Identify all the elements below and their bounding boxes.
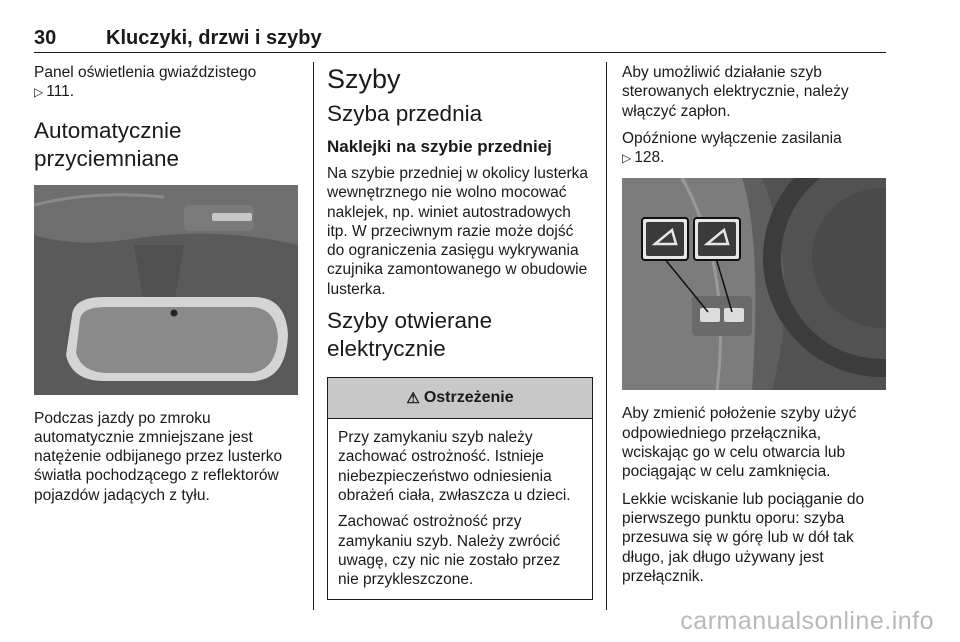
window-switch-illustration — [622, 178, 886, 390]
light-press-paragraph: Lekkie wciskanie lub pociąganie do pierwszego punktu oporu: szyba przesuwa się w górę lub w dół tak długo, jak długo używany jest przełącznik. — [622, 490, 865, 585]
stickers-paragraph: Na szybie przedniej w okolicy lusterka wewnętrznego nie wolno mocować naklejek, np. winiet autostradowych itp. W przeciwnym razie może dojść do ograniczenia zasięgu wykrywania czujnika zamontowanego w obudowie lusterka. — [327, 165, 589, 298]
auto-dimming-body: Podczas jazdy po zmroku automatycznie zmniejszane jest natężenie odbijanego przez lusterko światła pochodzącego z reflektorów pojazdów jadących z tyłu. — [34, 409, 283, 504]
reference-arrow-icon: ▷ — [34, 85, 44, 100]
column-middle — [327, 63, 593, 600]
column-divider-2 — [606, 62, 607, 610]
section-title-windows: Szyby — [327, 64, 401, 94]
warning-box — [327, 377, 593, 600]
header-divider — [34, 52, 886, 53]
page-header — [34, 27, 886, 53]
rearview-mirror-illustration — [34, 185, 298, 395]
window-switch-figure — [622, 178, 886, 390]
warning-title: Ostrzeżenie — [423, 389, 514, 407]
power-off-reference — [622, 129, 888, 169]
watermark: carmanualsonline.info — [680, 607, 934, 635]
warning-triangle-icon: ⚠ — [406, 390, 420, 408]
column-divider-1 — [313, 62, 314, 610]
section-title-auto-dimming: Automatycznie przyciemniane — [34, 117, 182, 171]
star-ceiling-reference — [34, 63, 296, 103]
reference-text: Panel oświetlenia gwiaździstego — [34, 64, 257, 81]
mirror-figure — [34, 185, 298, 395]
warning-body — [328, 419, 592, 599]
reference-page: 111. — [46, 83, 75, 101]
reference-page: 128. — [634, 149, 665, 167]
switch-paragraph: Aby zmienić położenie szyby użyć odpowiedniego przełącznika, wciskając go w celu otwarcia lub pociągając w celu zamknięcia. — [622, 405, 857, 481]
subsection-power-windows: Szyby otwierane elektrycznie — [327, 308, 493, 362]
column-right — [622, 63, 888, 594]
subsection-windscreen: Szyba przednia — [327, 101, 483, 126]
ignition-paragraph: Aby umożliwić działanie szyb sterowanych elektrycznie, należy włączyć zapłon. — [622, 64, 849, 120]
warning-paragraph-2: Zachować ostrożność przy zamykaniu szyb. Należy zwrócić uwagę, czy nic nie zostało przez nie przykleszczone. — [338, 513, 561, 589]
warning-paragraph-1: Przy zamykaniu szyb należy zachować ostrożność. Istnieje niebezpieczeństwo odniesienia obrażeń ciała, zwłaszcza u dzieci. — [338, 429, 571, 504]
reference-text: Opóźnione wyłączenie zasilania — [622, 129, 842, 147]
warning-header — [328, 378, 592, 419]
chapter-title: Kluczyki, drzwi i szyby — [106, 27, 322, 49]
subheading-stickers: Naklejki na szybie przedniej — [327, 137, 552, 156]
reference-arrow-icon: ▷ — [622, 151, 632, 166]
column-left — [34, 63, 296, 513]
page-number: 30 — [34, 27, 57, 49]
